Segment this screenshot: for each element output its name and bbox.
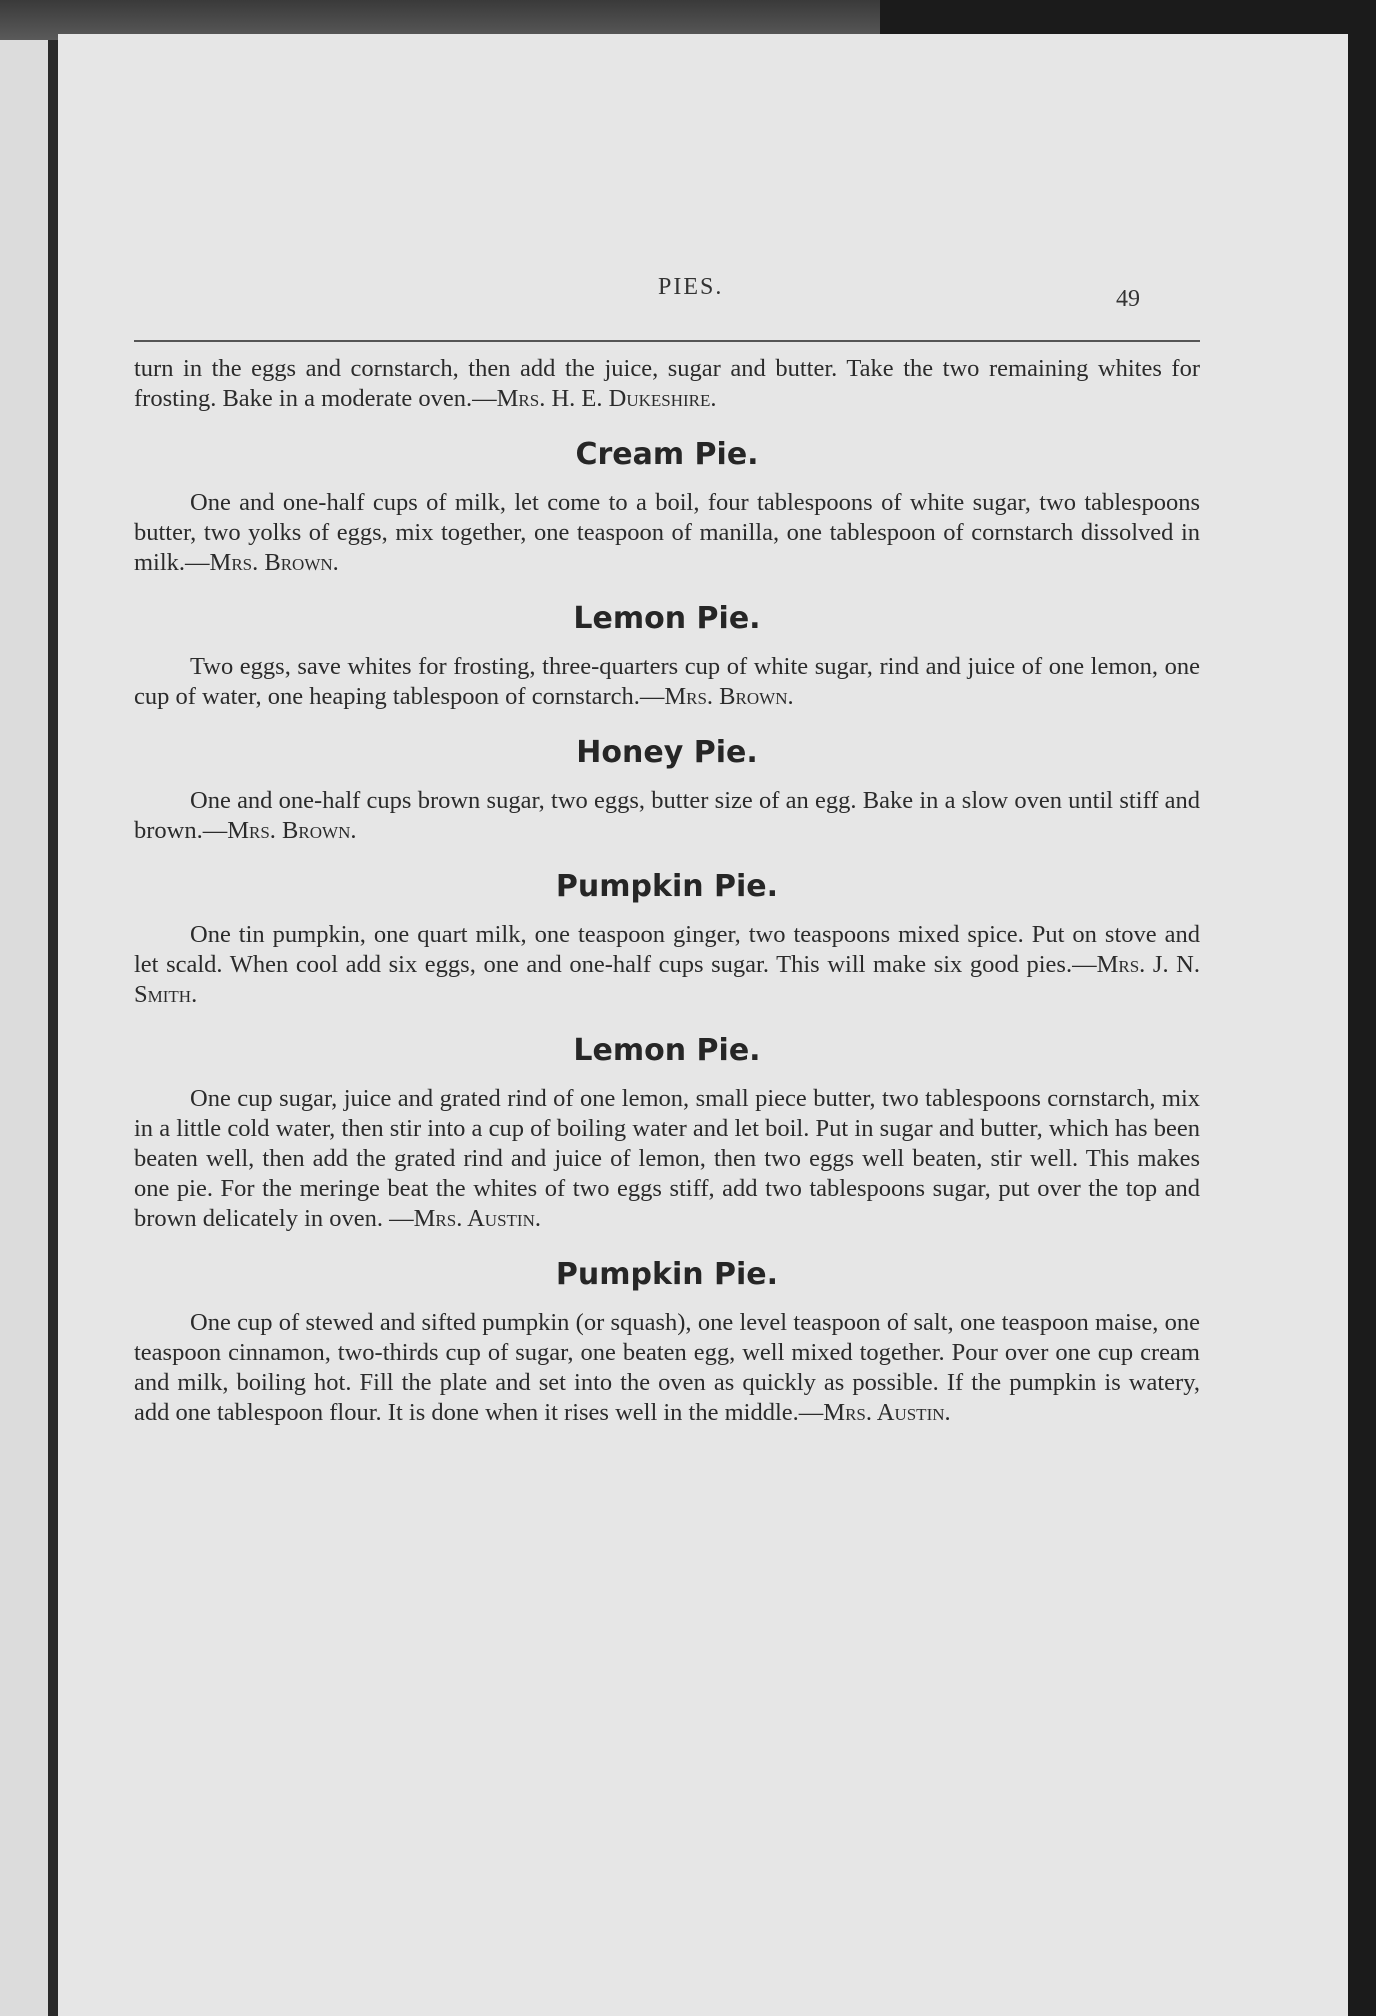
recipe-body xyxy=(134,1308,1200,1428)
page-content xyxy=(134,354,1200,1454)
recipe xyxy=(134,735,1200,846)
intro-paragraph xyxy=(134,354,1200,414)
recipe-text: Two eggs, save whites for frosting, three-quarters cup of white sugar, rind and juice of one lemon, one cup of water, one heaping tablespoon of cornstarch.— xyxy=(134,653,1200,710)
recipe-text: One cup of stewed and sifted pumpkin (or squash), one level teaspoon of salt, one teaspoon maise, one teaspoon cinnamon, two-thirds cup of sugar, one beaten egg, well mixed together. Pour over one cup cream and milk, boiling hot. Fill the plate and set into the oven as quickly as possible. If the pumpkin is watery, add one tablespoon flour. It is done when it rises well in the middle.— xyxy=(134,1309,1200,1426)
recipe-body xyxy=(134,786,1200,846)
recipe-title: Lemon Pie. xyxy=(573,601,761,636)
recipe-title: Pumpkin Pie. xyxy=(555,1257,779,1292)
recipe-title: Pumpkin Pie. xyxy=(555,869,779,904)
recipe xyxy=(134,1033,1200,1234)
recipe-author: Mrs. Brown. xyxy=(664,683,794,710)
recipe-text: One and one-half cups brown sugar, two eggs, butter size of an egg. Bake in a slow oven until stiff and brown.— xyxy=(134,787,1200,844)
recipe xyxy=(134,437,1200,578)
recipe-title: Honey Pie. xyxy=(576,735,758,770)
section-title: PIES. xyxy=(658,274,724,300)
recipe-author: Mrs. Brown. xyxy=(227,817,357,844)
intro-author: Mrs. H. E. Dukeshire. xyxy=(496,385,717,412)
recipe-body xyxy=(134,1084,1200,1234)
intro-text: turn in the eggs and cornstarch, then add the juice, sugar and butter. Take the two remaining whites for frosting. Bake in a moderate oven.— xyxy=(134,355,1200,412)
recipe xyxy=(134,869,1200,1010)
page-number: 49 xyxy=(1116,286,1140,312)
recipe-text: One tin pumpkin, one quart milk, one teaspoon ginger, two teaspoons mixed spice. Put on stove and let scald. When cool add six eggs, one and one-half cups sugar. This will make six good pies.— xyxy=(134,921,1200,978)
recipe-author: Mrs. J. N. Smith. xyxy=(134,951,1200,1008)
recipe-body xyxy=(134,920,1200,1010)
scan-left-page-edge xyxy=(0,40,58,2016)
recipe-author: Mrs. Brown. xyxy=(209,549,339,576)
recipe-author: Mrs. Austin. xyxy=(413,1205,541,1232)
recipe-title: Cream Pie. xyxy=(575,437,759,472)
recipe-text: One cup sugar, juice and grated rind of one lemon, small piece butter, two tablespoons cornstarch, mix in a little cold water, then stir into a cup of boiling water and let boil. Put in sugar and butter, which has been beaten well, then add the grated rind and juice of lemon, then two eggs well beaten, stir well. This makes one pie. For the meringe beat the whites of two eggs stiff, add two tablespoons sugar, put over the top and brown delicately in oven. — xyxy=(134,1085,1200,1232)
recipe xyxy=(134,1257,1200,1428)
recipe-body xyxy=(134,488,1200,578)
recipe-author: Mrs. Austin. xyxy=(823,1399,951,1426)
book-page xyxy=(58,34,1348,2016)
recipe xyxy=(134,601,1200,712)
recipe-body xyxy=(134,652,1200,712)
recipe-title: Lemon Pie. xyxy=(573,1033,761,1068)
recipe-text: One and one-half cups of milk, let come to a boil, four tablespoons of white sugar, two tablespoons butter, two yolks of eggs, mix together, one teaspoon of manilla, one tablespoon of cornstarch dissolved in milk.— xyxy=(134,489,1200,576)
header-rule xyxy=(134,340,1200,342)
